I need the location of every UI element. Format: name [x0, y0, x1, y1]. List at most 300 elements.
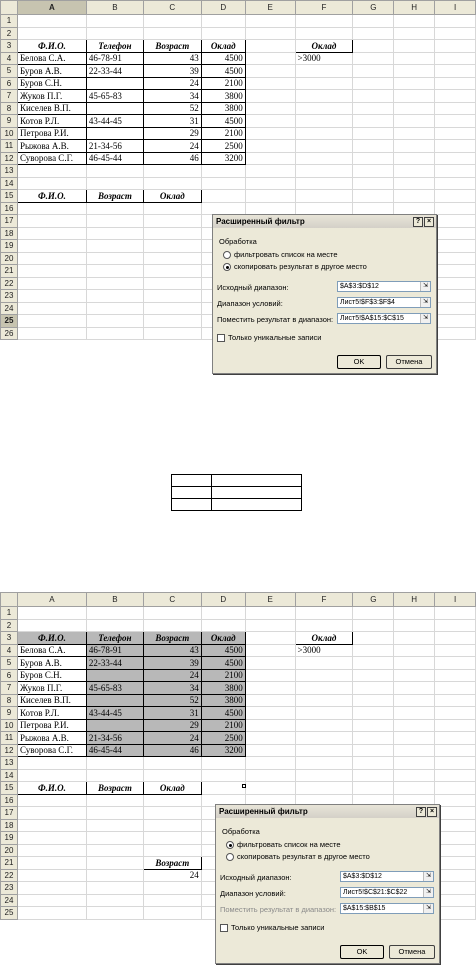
range-picker-icon[interactable]: ⇲ — [423, 904, 433, 913]
row-header[interactable]: 1 — [1, 15, 18, 28]
cell[interactable] — [201, 607, 245, 620]
cell[interactable] — [295, 177, 353, 190]
row-header[interactable]: 5 — [1, 657, 18, 670]
cell[interactable] — [435, 607, 476, 620]
cell[interactable] — [435, 90, 476, 103]
cell[interactable] — [245, 769, 295, 782]
row-header[interactable]: 20 — [1, 252, 18, 265]
cell[interactable] — [17, 769, 86, 782]
cell[interactable] — [435, 77, 476, 90]
cell[interactable] — [394, 165, 435, 178]
cell[interactable] — [295, 607, 353, 620]
table-data-cell[interactable]: 45-65-83 — [86, 682, 143, 695]
cell[interactable] — [353, 769, 394, 782]
cell[interactable] — [143, 907, 201, 920]
cell[interactable] — [245, 152, 295, 165]
cell[interactable] — [143, 844, 201, 857]
table-data-cell[interactable]: 43 — [143, 52, 201, 65]
cell[interactable] — [17, 327, 86, 340]
cell[interactable] — [394, 202, 435, 215]
table-data-cell[interactable]: 34 — [143, 90, 201, 103]
table-data-cell[interactable]: Белова С.А. — [17, 644, 86, 657]
cell[interactable] — [295, 152, 353, 165]
criteria2-value-cell[interactable]: 24 — [143, 869, 201, 882]
cell[interactable] — [394, 669, 435, 682]
cell[interactable] — [295, 619, 353, 632]
cell[interactable] — [245, 732, 295, 745]
cell[interactable] — [394, 744, 435, 757]
cell[interactable] — [245, 115, 295, 128]
table-data-cell[interactable]: Буров С.Н. — [17, 77, 86, 90]
cell[interactable] — [143, 302, 201, 315]
cell[interactable] — [295, 127, 353, 140]
table-data-cell[interactable]: 22-33-44 — [86, 657, 143, 670]
cell[interactable] — [201, 190, 245, 203]
cell[interactable] — [435, 857, 476, 870]
cell[interactable] — [245, 102, 295, 115]
table-data-cell[interactable]: Котов Р.Л. — [17, 115, 86, 128]
cell[interactable] — [435, 327, 476, 340]
cell[interactable] — [394, 65, 435, 78]
cell[interactable] — [295, 102, 353, 115]
table-data-cell[interactable] — [86, 127, 143, 140]
cell[interactable] — [353, 657, 394, 670]
cell[interactable] — [353, 619, 394, 632]
row-header[interactable]: 7 — [1, 90, 18, 103]
cell[interactable] — [353, 40, 394, 53]
cell[interactable] — [435, 632, 476, 645]
radio-icon[interactable] — [223, 251, 231, 259]
cell[interactable] — [394, 619, 435, 632]
column-header[interactable]: A — [17, 1, 86, 15]
cell[interactable] — [295, 782, 353, 795]
cell[interactable] — [86, 757, 143, 770]
row-header[interactable]: 25 — [1, 907, 18, 920]
cell[interactable] — [86, 607, 143, 620]
cell[interactable] — [435, 240, 476, 253]
cell[interactable] — [394, 682, 435, 695]
cell[interactable] — [435, 757, 476, 770]
cell[interactable] — [86, 202, 143, 215]
cell[interactable] — [435, 644, 476, 657]
cell[interactable] — [435, 894, 476, 907]
cell[interactable] — [295, 115, 353, 128]
table-data-cell[interactable]: 24 — [143, 77, 201, 90]
row-header[interactable]: 26 — [1, 327, 18, 340]
cell[interactable] — [394, 177, 435, 190]
criteria-header-cell[interactable]: Оклад — [295, 632, 353, 645]
table-data-cell[interactable]: 3800 — [201, 682, 245, 695]
cell[interactable] — [201, 769, 245, 782]
table-data-cell[interactable]: Буров А.В. — [17, 65, 86, 78]
cell[interactable] — [394, 102, 435, 115]
cell[interactable] — [245, 607, 295, 620]
cell[interactable] — [86, 894, 143, 907]
row-header[interactable]: 4 — [1, 644, 18, 657]
column-header[interactable]: B — [86, 1, 143, 15]
cell[interactable] — [143, 15, 201, 28]
table-data-cell[interactable]: 24 — [143, 732, 201, 745]
table-data-cell[interactable]: 4500 — [201, 644, 245, 657]
cancel-button[interactable]: Отмена — [389, 945, 435, 959]
table-header-cell[interactable]: Оклад — [201, 632, 245, 645]
table-data-cell[interactable]: 43 — [143, 644, 201, 657]
table-data-cell[interactable]: 43-44-45 — [86, 115, 143, 128]
cell[interactable] — [86, 869, 143, 882]
cell[interactable] — [435, 694, 476, 707]
cell[interactable] — [435, 140, 476, 153]
cell[interactable] — [394, 27, 435, 40]
column-header[interactable]: G — [353, 593, 394, 607]
cell[interactable] — [86, 277, 143, 290]
cell[interactable] — [295, 769, 353, 782]
cell[interactable] — [295, 202, 353, 215]
help-button[interactable]: ? — [413, 217, 423, 227]
column-header[interactable]: C — [143, 593, 201, 607]
cell[interactable] — [353, 140, 394, 153]
cell[interactable] — [86, 769, 143, 782]
cell[interactable] — [17, 607, 86, 620]
cell[interactable] — [245, 669, 295, 682]
cell[interactable] — [245, 27, 295, 40]
column-header[interactable]: H — [394, 593, 435, 607]
row-header[interactable]: 17 — [1, 215, 18, 228]
cell[interactable] — [295, 707, 353, 720]
row-header[interactable]: 24 — [1, 894, 18, 907]
table-data-cell[interactable]: 31 — [143, 707, 201, 720]
cell[interactable] — [201, 165, 245, 178]
cell[interactable] — [353, 694, 394, 707]
cell[interactable] — [201, 177, 245, 190]
cell[interactable] — [143, 315, 201, 328]
table-data-cell[interactable]: Петрова Р.И. — [17, 127, 86, 140]
cell[interactable] — [86, 227, 143, 240]
cell[interactable] — [17, 757, 86, 770]
cell[interactable] — [86, 27, 143, 40]
table-data-cell[interactable]: Рыжова А.В. — [17, 732, 86, 745]
cell[interactable] — [86, 327, 143, 340]
cell[interactable] — [17, 202, 86, 215]
cell[interactable] — [17, 177, 86, 190]
cell[interactable] — [86, 619, 143, 632]
cell[interactable] — [86, 794, 143, 807]
cell[interactable] — [17, 907, 86, 920]
table-data-cell[interactable]: Жуков П.Г. — [17, 682, 86, 695]
cell[interactable] — [394, 40, 435, 53]
row-header[interactable]: 7 — [1, 682, 18, 695]
cell[interactable] — [245, 140, 295, 153]
row-header[interactable]: 6 — [1, 77, 18, 90]
copy-to-field[interactable] — [337, 313, 431, 324]
cell[interactable] — [353, 202, 394, 215]
cell[interactable] — [435, 744, 476, 757]
cell[interactable] — [353, 644, 394, 657]
row-header[interactable]: 10 — [1, 127, 18, 140]
table-data-cell[interactable]: Рыжова А.В. — [17, 140, 86, 153]
table-data-cell[interactable]: 34 — [143, 682, 201, 695]
table-data-cell[interactable]: 52 — [143, 102, 201, 115]
cell[interactable] — [86, 857, 143, 870]
cell[interactable] — [435, 682, 476, 695]
column-header[interactable]: B — [86, 593, 143, 607]
cell[interactable] — [435, 65, 476, 78]
cell[interactable] — [394, 644, 435, 657]
row-header[interactable]: 11 — [1, 140, 18, 153]
row-header[interactable]: 13 — [1, 757, 18, 770]
table-data-cell[interactable]: 2500 — [201, 732, 245, 745]
output-header-cell[interactable]: Оклад — [143, 782, 201, 795]
cell[interactable] — [143, 607, 201, 620]
unique-records-checkbox[interactable] — [217, 333, 321, 342]
cell[interactable] — [435, 215, 476, 228]
cell[interactable] — [143, 215, 201, 228]
close-button[interactable]: × — [424, 217, 434, 227]
range-picker-icon[interactable]: ⇲ — [420, 282, 430, 291]
cell[interactable] — [245, 77, 295, 90]
cell[interactable] — [86, 302, 143, 315]
cell[interactable] — [353, 52, 394, 65]
row-header[interactable]: 11 — [1, 732, 18, 745]
cell[interactable] — [86, 177, 143, 190]
cell[interactable] — [394, 719, 435, 732]
table-data-cell[interactable] — [86, 694, 143, 707]
cell[interactable] — [394, 77, 435, 90]
table-data-cell[interactable]: 46-78-91 — [86, 644, 143, 657]
table-data-cell[interactable]: Буров С.Н. — [17, 669, 86, 682]
cell[interactable] — [245, 782, 295, 795]
radio-checked-icon[interactable] — [223, 263, 231, 271]
cell[interactable] — [143, 240, 201, 253]
criteria-range-field[interactable] — [340, 887, 434, 898]
cell[interactable] — [295, 15, 353, 28]
table-data-cell[interactable]: 4500 — [201, 115, 245, 128]
cell[interactable] — [17, 15, 86, 28]
cell[interactable] — [245, 127, 295, 140]
column-header[interactable]: I — [435, 1, 476, 15]
cell[interactable] — [435, 227, 476, 240]
table-data-cell[interactable]: 46-45-44 — [86, 152, 143, 165]
selection-handle[interactable] — [242, 784, 246, 788]
cell[interactable] — [245, 632, 295, 645]
cell[interactable] — [86, 252, 143, 265]
cell[interactable] — [435, 265, 476, 278]
cell[interactable] — [435, 52, 476, 65]
table-data-cell[interactable]: 52 — [143, 694, 201, 707]
cell[interactable] — [17, 165, 86, 178]
ok-button[interactable]: OK — [340, 945, 384, 959]
cell[interactable] — [435, 732, 476, 745]
row-header[interactable]: 21 — [1, 857, 18, 870]
row-header[interactable]: 21 — [1, 265, 18, 278]
dialog-titlebar[interactable] — [216, 805, 439, 818]
cell[interactable] — [143, 757, 201, 770]
cell[interactable] — [17, 277, 86, 290]
table-data-cell[interactable]: 31 — [143, 115, 201, 128]
cell[interactable] — [17, 794, 86, 807]
table-data-cell[interactable]: 46 — [143, 152, 201, 165]
cell[interactable] — [435, 769, 476, 782]
cell[interactable] — [353, 682, 394, 695]
row-header[interactable]: 9 — [1, 707, 18, 720]
row-header[interactable]: 13 — [1, 165, 18, 178]
row-header[interactable]: 20 — [1, 844, 18, 857]
cell[interactable] — [353, 607, 394, 620]
cell[interactable] — [435, 719, 476, 732]
cell[interactable] — [17, 215, 86, 228]
table-data-cell[interactable]: 24 — [143, 669, 201, 682]
cell[interactable] — [295, 694, 353, 707]
column-header[interactable]: D — [201, 593, 245, 607]
cell[interactable] — [435, 127, 476, 140]
table-data-cell[interactable] — [86, 719, 143, 732]
cell[interactable] — [143, 894, 201, 907]
cell[interactable] — [245, 744, 295, 757]
cell[interactable] — [143, 327, 201, 340]
cell[interactable] — [353, 190, 394, 203]
cell[interactable] — [435, 907, 476, 920]
cell[interactable] — [17, 857, 86, 870]
criteria2-header-cell[interactable]: Возраст — [143, 857, 201, 870]
table-data-cell[interactable]: 39 — [143, 657, 201, 670]
table-header-cell[interactable]: Ф.И.О. — [17, 632, 86, 645]
row-header[interactable]: 8 — [1, 694, 18, 707]
table-data-cell[interactable]: 21-34-56 — [86, 732, 143, 745]
range-picker-icon[interactable]: ⇲ — [420, 298, 430, 307]
column-header[interactable]: D — [201, 1, 245, 15]
row-header[interactable]: 12 — [1, 744, 18, 757]
cell[interactable] — [143, 177, 201, 190]
cell[interactable] — [394, 782, 435, 795]
table-data-cell[interactable]: 2100 — [201, 127, 245, 140]
row-header[interactable]: 16 — [1, 202, 18, 215]
row-header[interactable]: 23 — [1, 290, 18, 303]
output-header-cell[interactable]: Возраст — [86, 190, 143, 203]
cell[interactable] — [353, 744, 394, 757]
row-header[interactable]: 19 — [1, 832, 18, 845]
cell[interactable] — [201, 15, 245, 28]
cell[interactable] — [295, 732, 353, 745]
range-picker-icon[interactable]: ⇲ — [420, 314, 430, 323]
column-header[interactable]: F — [295, 1, 353, 15]
table-data-cell[interactable]: Петрова Р.И. — [17, 719, 86, 732]
table-data-cell[interactable]: 46-45-44 — [86, 744, 143, 757]
close-button[interactable]: × — [427, 807, 437, 817]
row-header[interactable]: 15 — [1, 782, 18, 795]
cell[interactable] — [353, 77, 394, 90]
cell[interactable] — [295, 744, 353, 757]
cell[interactable] — [245, 707, 295, 720]
cell[interactable] — [143, 202, 201, 215]
cell[interactable] — [435, 40, 476, 53]
cell[interactable] — [295, 669, 353, 682]
cell[interactable] — [435, 844, 476, 857]
select-all-corner[interactable] — [1, 593, 18, 607]
cell[interactable] — [435, 202, 476, 215]
cell[interactable] — [394, 657, 435, 670]
cell[interactable] — [17, 894, 86, 907]
table-header-cell[interactable]: Телефон — [86, 40, 143, 53]
cell[interactable] — [17, 882, 86, 895]
cell[interactable] — [435, 152, 476, 165]
table-header-cell[interactable]: Оклад — [201, 40, 245, 53]
cell[interactable] — [394, 190, 435, 203]
cell[interactable] — [17, 240, 86, 253]
cell[interactable] — [394, 607, 435, 620]
cell[interactable] — [353, 115, 394, 128]
column-header[interactable]: E — [245, 593, 295, 607]
cell[interactable] — [86, 832, 143, 845]
cell[interactable] — [353, 632, 394, 645]
cell[interactable] — [394, 732, 435, 745]
table-data-cell[interactable]: 3200 — [201, 152, 245, 165]
cell[interactable] — [435, 290, 476, 303]
cell[interactable] — [353, 15, 394, 28]
table-data-cell[interactable]: 46 — [143, 744, 201, 757]
row-header[interactable]: 6 — [1, 669, 18, 682]
cell[interactable] — [394, 90, 435, 103]
cell[interactable] — [86, 165, 143, 178]
select-all-corner[interactable] — [1, 1, 18, 15]
criteria-value-cell[interactable]: >3000 — [295, 644, 353, 657]
table-data-cell[interactable]: Киселев В.П. — [17, 694, 86, 707]
table-data-cell[interactable]: 39 — [143, 65, 201, 78]
cell[interactable] — [143, 27, 201, 40]
cell[interactable] — [435, 707, 476, 720]
cell[interactable] — [245, 757, 295, 770]
cell[interactable] — [435, 315, 476, 328]
list-range-field[interactable] — [340, 871, 434, 882]
cell[interactable] — [435, 102, 476, 115]
cell[interactable] — [353, 127, 394, 140]
cell[interactable] — [394, 15, 435, 28]
cell[interactable] — [17, 290, 86, 303]
cell[interactable] — [394, 707, 435, 720]
cell[interactable] — [295, 27, 353, 40]
cell[interactable] — [17, 315, 86, 328]
row-header[interactable]: 2 — [1, 619, 18, 632]
cell[interactable] — [435, 190, 476, 203]
cell[interactable] — [86, 819, 143, 832]
cell[interactable] — [435, 15, 476, 28]
table-data-cell[interactable]: 21-34-56 — [86, 140, 143, 153]
cell[interactable] — [143, 252, 201, 265]
cell[interactable] — [353, 669, 394, 682]
criteria-header-cell[interactable]: Оклад — [295, 40, 353, 53]
cell[interactable] — [17, 844, 86, 857]
column-header[interactable]: C — [143, 1, 201, 15]
row-header[interactable]: 18 — [1, 819, 18, 832]
row-header[interactable]: 14 — [1, 769, 18, 782]
cell[interactable] — [143, 807, 201, 820]
table-header-cell[interactable]: Возраст — [143, 632, 201, 645]
column-header[interactable]: E — [245, 1, 295, 15]
cell[interactable] — [435, 882, 476, 895]
cell[interactable] — [17, 227, 86, 240]
row-header[interactable]: 18 — [1, 227, 18, 240]
cell[interactable] — [435, 794, 476, 807]
cell[interactable] — [435, 252, 476, 265]
column-header[interactable]: I — [435, 593, 476, 607]
cell[interactable] — [201, 782, 245, 795]
copy-to-location-option[interactable] — [226, 852, 370, 861]
cell[interactable] — [394, 632, 435, 645]
radio-checked-icon[interactable] — [226, 841, 234, 849]
row-header[interactable]: 2 — [1, 27, 18, 40]
criteria-value-cell[interactable]: >3000 — [295, 52, 353, 65]
cell[interactable] — [295, 190, 353, 203]
cell[interactable] — [245, 90, 295, 103]
cell[interactable] — [394, 140, 435, 153]
